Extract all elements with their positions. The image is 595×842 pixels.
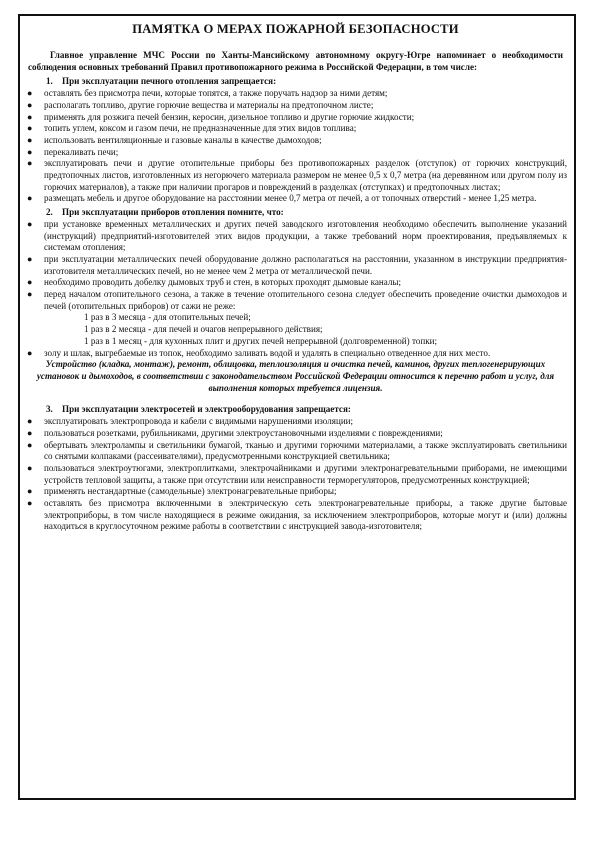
bullet-icon: ●	[27, 498, 33, 509]
list-item-text: пользоваться розетками, рубильниками, другими электроустановочными изделиями с повреждениями;	[44, 427, 443, 438]
list-item-text: эксплуатировать печи и другие отопительные приборы без противопожарных разделок (отступок) от горючих конструкций, предтопочных листов, изготовленных из негорючего материала размером не менее 0,5 х 0,7 метра (на деревянном или другом полу из горючих материалов), а также при наличии прогаров и повреждений в разделках (отступках) и предтопочных листах;	[44, 158, 567, 192]
cleaning-schedule	[44, 312, 567, 347]
list-item-text: пользоваться электроутюгами, электроплитками, электрочайниками и другими электронагревательными приборами, не имеющими устройств тепловой защиты, а также при отсутствии или неисправности терморегуляторов, предусмотренных конструкцией;	[44, 462, 567, 485]
list-item	[24, 219, 567, 254]
list-item	[24, 158, 567, 193]
bullet-icon: ●	[27, 486, 33, 497]
list-item-text: применять для розжига печей бензин, керосин, дизельное топливо и другие горючие жидкости;	[44, 111, 415, 122]
list-item	[24, 486, 567, 498]
section-number: 3.	[46, 404, 53, 415]
list-item-text: оставлять без присмотра включенными в электрическую сеть электронагревательные приборы, а также другие бытовые электроприборы, в том числе находящиеся в режиме ожидания, за исключением электроприборов, которые могут и (или) должны находиться в круглосуточном режиме работы в соответствии с инструкцией завода-изготовителя;	[44, 498, 567, 532]
bullet-icon: ●	[27, 347, 33, 358]
list-item	[24, 254, 567, 277]
list-item	[24, 463, 567, 486]
section-heading-text: При эксплуатации печного отопления запрещается:	[62, 76, 277, 87]
bullet-icon: ●	[27, 146, 33, 157]
list-item-text: применять нестандартные (самодельные) электронагревательные приборы;	[44, 486, 337, 497]
list-item-text: располагать топливо, другие горючие вещества и материалы на предтопочном листе;	[44, 99, 374, 110]
list-item-text: размещать мебель и другое оборудование на расстоянии менее 0,7 метра от печей, а от топочных отверстий - менее 1,25 метра.	[44, 193, 537, 204]
bullet-icon: ●	[27, 111, 33, 122]
list-item	[24, 112, 567, 124]
section-heading-text: При эксплуатации электросетей и электрооборудования запрещается:	[62, 404, 351, 415]
section-number: 1.	[46, 76, 53, 87]
section-3-heading	[24, 404, 567, 416]
bullet-icon: ●	[27, 193, 33, 204]
list-item	[24, 289, 567, 348]
list-item-text: перед началом отопительного сезона, а также в течение отопительного сезона следует обеспечить проведение очистки дымоходов и печей (отопительных приборов) от сажи не реже:	[44, 289, 567, 311]
bullet-icon: ●	[27, 427, 33, 438]
schedule-line: 1 раз в 3 месяца - для отопительных печей;	[84, 312, 251, 323]
list-item	[24, 428, 567, 440]
bullet-icon: ●	[27, 277, 33, 288]
list-item	[24, 277, 567, 289]
list-item	[24, 100, 567, 112]
section-1-heading	[24, 76, 567, 88]
bullet-icon: ●	[27, 439, 33, 450]
schedule-line: 1 раз в 1 месяц - для кухонных плит и других печей непрерывной (долговременной) топки;	[84, 335, 438, 346]
list-item-text: эксплуатировать электропровода и кабели с видимыми нарушениями изоляции;	[44, 416, 354, 427]
list-item-text: использовать вентиляционные и газовые каналы в качестве дымоходов;	[44, 134, 322, 145]
bullet-icon: ●	[27, 289, 33, 300]
list-item-text: перекаливать печи;	[44, 146, 119, 157]
section-number: 2.	[46, 207, 53, 218]
list-item-text: при эксплуатации металлических печей оборудование должно располагаться на расстоянии, указанном в инструкции предприятия-изготовителя металлических печей, но не менее чем 2 метра от металлической печи.	[44, 253, 567, 276]
bullet-icon: ●	[27, 416, 33, 427]
bullet-icon: ●	[27, 123, 33, 134]
bullet-icon: ●	[27, 134, 33, 145]
section-1-list	[24, 88, 567, 205]
list-item	[24, 123, 567, 135]
list-item	[24, 348, 567, 360]
bullet-icon: ●	[27, 99, 33, 110]
bullet-icon: ●	[27, 253, 33, 264]
list-item-text: необходимо проводить добелку дымовых труб и стен, в которых проходят дымовые каналы;	[44, 277, 402, 288]
license-notice: Устройство (кладка, монтаж), ремонт, облицовка, теплоизоляция и очистка печей, каминов, других теплогенерирующих установок и дымоходов, в соответствии с законодательством Российской Федерации относится к перечню работ и услуг, для выполнения которых требуется лицензия.	[36, 359, 555, 393]
list-item-text: оставлять без присмотра печи, которые топятся, а также поручать надзор за ними детям;	[44, 88, 388, 99]
list-item	[24, 440, 567, 463]
section-2-heading	[24, 207, 567, 219]
list-item-text: золу и шлак, выгребаемые из топок, необходимо заливать водой и удалять в специально отведенное для них место.	[44, 347, 491, 358]
section-3-list	[24, 416, 567, 533]
list-item	[24, 147, 567, 159]
list-item	[24, 498, 567, 533]
section-2-list	[24, 219, 567, 359]
list-item	[24, 193, 567, 205]
memo-content	[24, 22, 567, 792]
list-item-text: при установке временных металлических и других печей заводского изготовления необходимо обеспечить выполнение указаний (инструкций) предприятий-изготовителей этих видов продукции, а также требований норм проектирования, предъявляемых к системам отопления;	[44, 218, 567, 253]
bullet-icon: ●	[27, 462, 33, 473]
list-item-text: топить углем, коксом и газом печи, не предназначенные для этих видов топлива;	[44, 123, 357, 134]
section-heading-text: При эксплуатации приборов отопления помните, что:	[62, 207, 284, 218]
list-item	[24, 88, 567, 100]
list-item-text: обертывать электролампы и светильники бумагой, тканью и другими горючими материалами, а также эксплуатировать светильники со снятыми колпаками (рассеивателями), предусмотренными конструкцией светильника;	[44, 439, 567, 462]
intro-paragraph: Главное управление МЧС России по Ханты-Мансийскому автономному округу-Югре напоминает о необходимости соблюдения основных требований Правил противопожарного режима в Российской Федерации, в том числе:	[28, 50, 563, 72]
schedule-line: 1 раз в 2 месяца - для печей и очагов непрерывного действия;	[84, 324, 323, 335]
list-item	[24, 416, 567, 428]
bullet-icon: ●	[27, 88, 33, 99]
bullet-icon: ●	[27, 218, 33, 229]
bullet-icon: ●	[27, 158, 33, 169]
page-title: ПАМЯТКА О МЕРАХ ПОЖАРНОЙ БЕЗОПАСНОСТИ	[132, 22, 459, 36]
list-item	[24, 135, 567, 147]
